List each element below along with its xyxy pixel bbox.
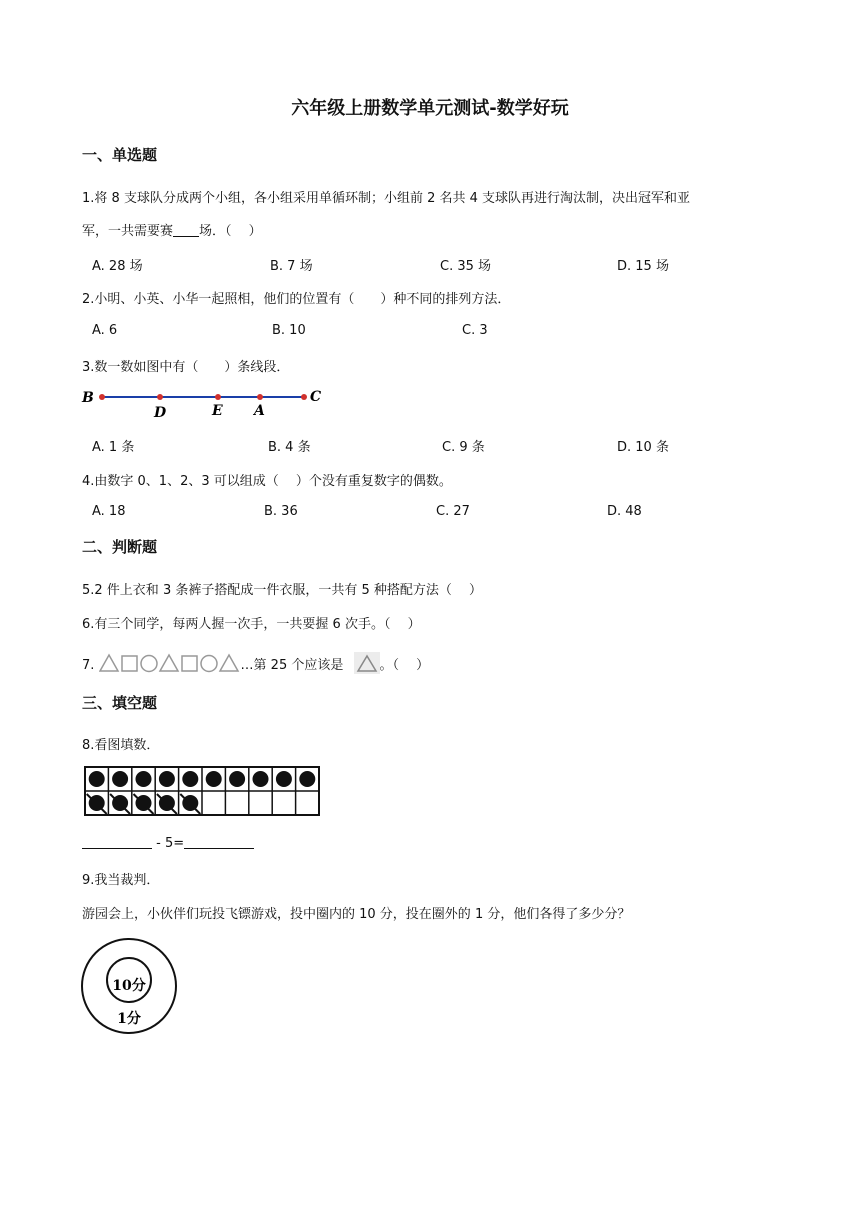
question-1-option-c[interactable]: C. 35 场 [440,259,492,274]
question-7-line [82,652,429,674]
question-8-equation [82,836,254,851]
question-1-option-d[interactable]: D. 15 场 [617,259,669,274]
dot [136,771,152,787]
question-7-prefix: 7. [82,658,95,673]
question-4-text: 4.由数字 0、1、2、3 可以组成（ ）个没有重复数字的偶数。 [82,474,452,489]
question-4-option-d[interactable]: D. 48 [607,504,642,519]
point-label-d: D [154,405,167,420]
question-1-line-1: 1.将 8 支球队分成两个小组，各小组采用单循环制；小组前 2 名共 4 支球队再进行淘汰制，决出冠军和亚 [82,191,691,206]
question-5-text: 5.2 件上衣和 3 条裤子搭配成一件衣服，一共有 5 种搭配方法（ ） [82,583,483,598]
dot [182,771,198,787]
dot [276,771,292,787]
question-4-option-b[interactable]: B. 36 [264,504,298,519]
equation-operator: - 5= [152,836,185,851]
answer-blank-second[interactable] [184,836,254,849]
page-title: 六年级上册数学单元测试-数学好玩 [291,98,569,119]
dot [112,771,128,787]
triangle-answer-icon [354,652,380,674]
question-1-option-b[interactable]: B. 7 场 [270,259,313,274]
dartboard-figure [80,937,180,1037]
question-1-text-post: 场．（ ） [199,224,262,239]
question-2-option-c[interactable]: C. 3 [462,323,488,338]
line-segment-figure [80,384,330,420]
point-label-e: E [212,403,223,419]
question-3-text: 3.数一数如图中有（ ）条线段． [82,360,290,375]
answer-blank[interactable] [173,223,199,237]
dot [159,771,175,787]
point-label-a: A [254,403,265,419]
question-1-text-pre: 军，一共需要赛 [82,224,174,239]
section-heading-fill-blank: 三、填空题 [82,694,158,712]
question-2-option-b[interactable]: B. 10 [272,323,306,338]
section-heading-single-choice: 一、单选题 [82,146,158,164]
question-6-text: 6.有三个同学，每两人握一次手，一共要握 6 次手。（ ） [82,617,421,632]
question-3-option-c[interactable]: C. 9 条 [442,440,485,455]
question-9-text: 9.我当裁判． [82,873,160,888]
dot [229,771,245,787]
dot [299,771,315,787]
question-7-suffix: 。（ ） [379,658,430,673]
question-3-option-a[interactable]: A. 1 条 [92,440,135,455]
shape-sequence-figure [99,653,241,673]
answer-blank-first[interactable] [82,836,152,849]
question-7-middle: …第 25 个应该是 [240,658,344,673]
question-2-text: 2.小明、小英、小华一起照相，他们的位置有（ ）种不同的排列方法． [82,292,511,307]
outer-ring-label: 1分 [117,1011,141,1027]
dot [206,771,222,787]
point-label-c: C [310,389,322,405]
question-3-option-b[interactable]: B. 4 条 [268,440,311,455]
question-1-option-a[interactable]: A. 28 场 [92,259,143,274]
inner-ring-label: 10分 [112,978,146,994]
question-4-option-a[interactable]: A. 18 [92,504,126,519]
question-2-option-a[interactable]: A. 6 [92,323,118,338]
question-3-option-d[interactable]: D. 10 条 [617,440,669,455]
dot [89,771,105,787]
section-heading-true-false: 二、判断题 [82,538,158,556]
question-4-option-c[interactable]: C. 27 [436,504,470,519]
question-8-text: 8.看图填数． [82,738,160,753]
dot [253,771,269,787]
question-9-description: 游园会上，小伙伴们玩投飞镖游戏，投中圈内的 10 分，投在圈外的 1 分，他们各得了多少分？ [82,907,631,922]
point-label-b: B [82,390,94,406]
question-1-line-2 [82,220,262,239]
dot-grid-figure [84,766,322,818]
